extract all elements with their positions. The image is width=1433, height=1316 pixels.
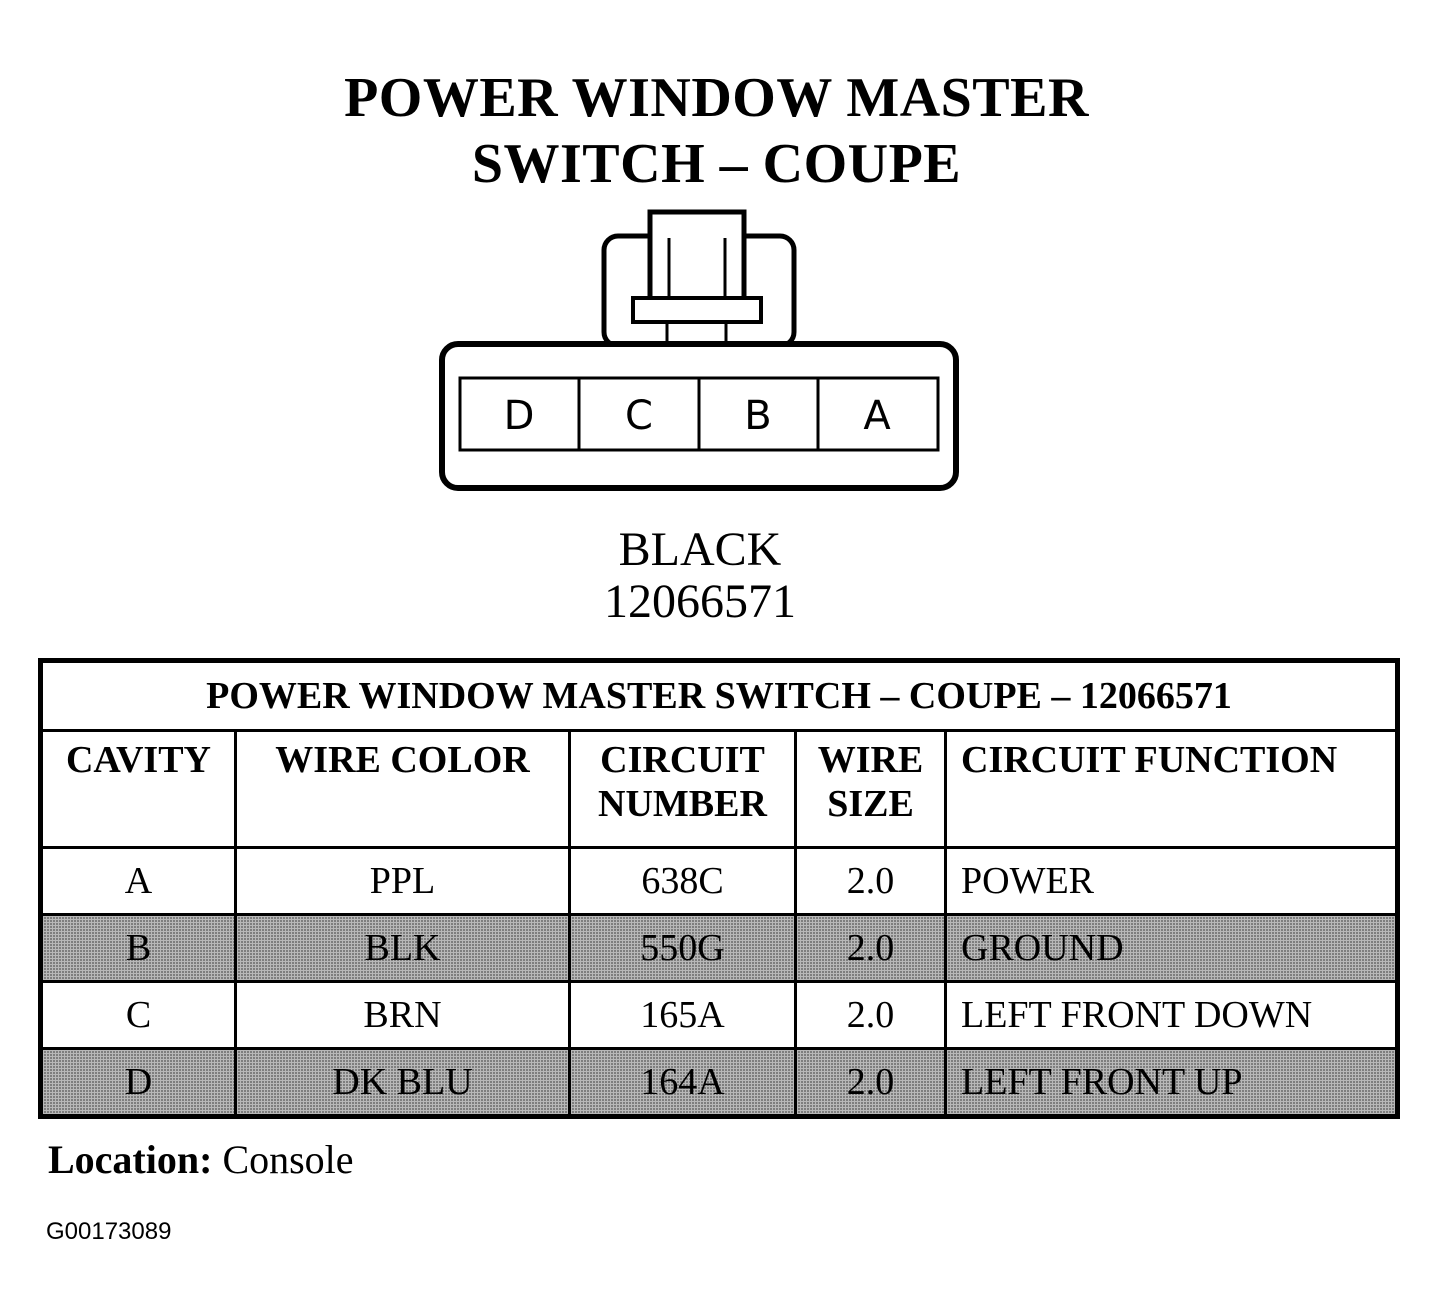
figure-id: G00173089 — [46, 1218, 172, 1245]
location-note — [48, 1136, 354, 1184]
cavity-label-a: A — [863, 393, 891, 439]
table-row — [41, 848, 1398, 915]
cell-wire-size: 2.0 — [796, 915, 946, 982]
cell-circuit-number: 164A — [570, 1049, 796, 1117]
cell-wire-color: BRN — [236, 982, 570, 1049]
connector-face-drawing — [0, 0, 1433, 520]
location-label: Location: — [48, 1137, 213, 1182]
cell-wire-size: 2.0 — [796, 848, 946, 915]
header-circuit-function: CIRCUIT FUNCTION — [946, 731, 1398, 848]
cell-circuit-number: 638C — [570, 848, 796, 915]
cell-circuit-function: POWER — [946, 848, 1398, 915]
cell-wire-color: PPL — [236, 848, 570, 915]
connector-latch — [650, 212, 744, 306]
header-cavity: CAVITY — [41, 731, 236, 848]
cell-circuit-function: LEFT FRONT DOWN — [946, 982, 1398, 1049]
diagram-title-line-1: POWER WINDOW MASTER — [344, 67, 1089, 129]
table-row — [41, 1049, 1398, 1117]
connector-color: BLACK — [618, 523, 782, 576]
cell-cavity: D — [41, 1049, 236, 1117]
diagram-title-line-2: SWITCH – COUPE — [471, 133, 962, 195]
cell-circuit-function: LEFT FRONT UP — [946, 1049, 1398, 1117]
cavity-label-d: D — [503, 393, 535, 439]
cell-cavity: A — [41, 848, 236, 915]
cavity-label-b: B — [744, 393, 772, 439]
table-row — [41, 915, 1398, 982]
cell-circuit-number: 165A — [570, 982, 796, 1049]
cell-circuit-number: 550G — [570, 915, 796, 982]
connector-latch-bar — [633, 298, 761, 322]
cell-cavity: B — [41, 915, 236, 982]
cell-wire-color: BLK — [236, 915, 570, 982]
table-title-row — [41, 661, 1398, 731]
table-row — [41, 982, 1398, 1049]
header-circuit-number: CIRCUIT NUMBER — [570, 731, 796, 848]
header-wire-color: WIRE COLOR — [236, 731, 570, 848]
header-wire-size: WIRE SIZE — [796, 731, 946, 848]
table-header-row — [41, 731, 1398, 848]
cell-circuit-function: GROUND — [946, 915, 1398, 982]
location-value: Console — [222, 1137, 354, 1182]
cell-cavity: C — [41, 982, 236, 1049]
cell-wire-size: 2.0 — [796, 982, 946, 1049]
cavity-label-c: C — [625, 393, 653, 439]
cell-wire-color: DK BLU — [236, 1049, 570, 1117]
table-title: POWER WINDOW MASTER SWITCH – COUPE – 12066571 — [41, 661, 1398, 731]
pinout-table — [38, 658, 1400, 1119]
cell-wire-size: 2.0 — [796, 1049, 946, 1117]
connector-part-number: 12066571 — [604, 575, 796, 628]
